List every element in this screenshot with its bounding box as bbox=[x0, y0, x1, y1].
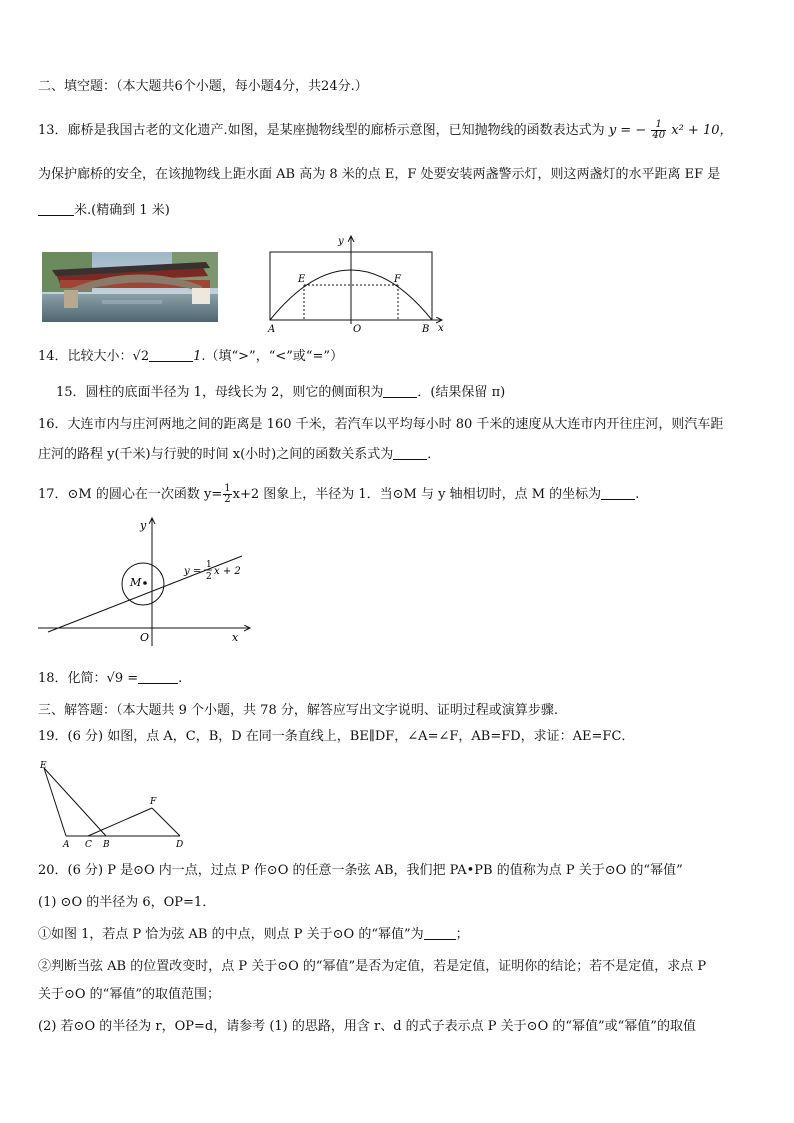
q13-line1 bbox=[38, 120, 733, 141]
q13-fraction: $\frac{1}{40}$ bbox=[652, 119, 666, 141]
center-m-dot bbox=[143, 581, 147, 585]
segment-fd bbox=[152, 808, 180, 836]
label-e: E bbox=[40, 761, 47, 771]
q17-line: 17．⊙M 的圆心在一次函数 y= $\frac{1}{2}$ x+2 图象上，半径为 1．当⊙M 与 y 轴相切时，点 M 的坐标为 . bbox=[38, 483, 640, 505]
q13-line3: 米.(精确到 1 米) bbox=[38, 202, 170, 220]
segment-cf bbox=[88, 808, 152, 836]
label-o: O bbox=[353, 324, 362, 334]
answer-blank[interactable] bbox=[424, 926, 456, 940]
label-y: y bbox=[338, 236, 344, 247]
answer-blank[interactable] bbox=[601, 486, 635, 500]
segment-eb bbox=[44, 768, 106, 836]
label-b: B bbox=[422, 324, 430, 334]
q17-circle-diagram bbox=[36, 514, 254, 648]
q13-text: 13．廊桥是我国古老的文化遗产.如图，是某座抛物线型的廊桥示意图，已知抛物线的函数表达式为 bbox=[38, 123, 605, 138]
label-y: y bbox=[140, 519, 147, 532]
sqrt-two: √2 bbox=[132, 349, 150, 364]
circle-m bbox=[122, 563, 164, 605]
label-m: M bbox=[130, 576, 142, 589]
q16-line1: 16．大连市内与庄河两地之间的距离是 160 千米，若汽车以平均每小时 80 千米的速度从大连市内开往庄河，则汽车距 bbox=[38, 417, 724, 432]
linear-function-line bbox=[48, 556, 242, 632]
label-c: C bbox=[85, 840, 92, 850]
q20-line5: 关于⊙O 的“幂值”的取值范围； bbox=[38, 987, 220, 1002]
label-e: E bbox=[298, 274, 306, 285]
q13-line2: 为保护廊桥的安全，在该抛物线上距水面 AB 高为 8 米的点 E，F 处要安装两盏警示灯，则这两盏灯的水平距离 EF 是 bbox=[38, 167, 721, 182]
segment-ae bbox=[44, 768, 66, 836]
label-d: D bbox=[176, 840, 184, 850]
q19-triangle-diagram bbox=[36, 758, 192, 850]
q13-parabola-diagram bbox=[262, 232, 452, 334]
section-heading-solve: 三、解答题：（本大题共 9 个小题，共 78 分，解答应写出文字说明、证明过程或演算步骤. bbox=[38, 703, 558, 718]
answer-blank[interactable] bbox=[149, 348, 193, 362]
line-equation-den: 2 bbox=[206, 572, 212, 582]
label-o: O bbox=[140, 631, 150, 644]
q16-line2: 庄河的路程 y(千米)与行驶的时间 x(小时)之间的函数关系式为 ． bbox=[38, 447, 441, 462]
q13-formula-tail: x² + 10， bbox=[671, 123, 733, 138]
q20-line6: (2) 若⊙O 的半径为 r，OP=d，请参考 (1) 的思路，用含 r、d 的式子表示点 P 关于⊙O 的“幂值”或“幂值”的取值 bbox=[38, 1019, 696, 1034]
q14-line: 14．比较大小：√2 1.（填“>”，“<”或“=”） bbox=[38, 349, 344, 364]
label-f: F bbox=[150, 797, 157, 807]
line-equation-num: 1 bbox=[206, 560, 212, 570]
line-equation-lead: y = bbox=[184, 566, 202, 577]
q17-fraction: $\frac{1}{2}$ bbox=[224, 483, 231, 505]
q19-line: 19．(6 分) 如图，点 A，C，B，D 在同一条直线上，BE∥DF，∠A=∠F，AB=FD，求证：AE=FC． bbox=[38, 729, 635, 744]
label-b: B bbox=[103, 840, 110, 850]
q13-formula-lead: y = − bbox=[608, 123, 647, 138]
answer-blank[interactable] bbox=[38, 202, 74, 216]
sqrt-nine: √9 = bbox=[106, 671, 139, 686]
bridge-photo bbox=[42, 252, 218, 322]
section-heading-fill-in: 二、填空题：（本大题共6个小题，每小题4分，共24分.） bbox=[38, 79, 368, 94]
q20-line2: (1) ⊙O 的半径为 6，OP=1． bbox=[38, 895, 216, 910]
q15-line: 15．圆柱的底面半径为 1，母线长为 2，则它的侧面积为 ．(结果保留 π) bbox=[56, 385, 506, 400]
label-a: A bbox=[268, 324, 276, 334]
answer-blank[interactable] bbox=[393, 446, 427, 460]
q18-line: 18．化简：√9 = . bbox=[38, 671, 183, 686]
q20-line4: ②判断当弦 AB 的位置改变时，点 P 关于⊙O 的“幂值”是否为定值，若是定值，证明你的结论；若不是定值，求点 P bbox=[38, 959, 707, 974]
label-x: x bbox=[232, 631, 239, 644]
q20-line1: 20．(6 分) P 是⊙O 内一点，过点 P 作⊙O 的任意一条弦 AB，我们把 PA•PB 的值称为点 P 关于⊙O 的“幂值” bbox=[38, 863, 683, 878]
label-f: F bbox=[394, 274, 401, 285]
answer-blank[interactable] bbox=[383, 384, 417, 398]
answer-blank[interactable] bbox=[138, 670, 178, 684]
label-x: x bbox=[438, 323, 444, 334]
q20-line3: ①如图 1，若点 P 恰为弦 AB 的中点，则点 P 关于⊙O 的“幂值”为 ； bbox=[38, 927, 469, 942]
line-equation-tail: x + 2 bbox=[214, 566, 241, 577]
label-a: A bbox=[63, 840, 70, 850]
